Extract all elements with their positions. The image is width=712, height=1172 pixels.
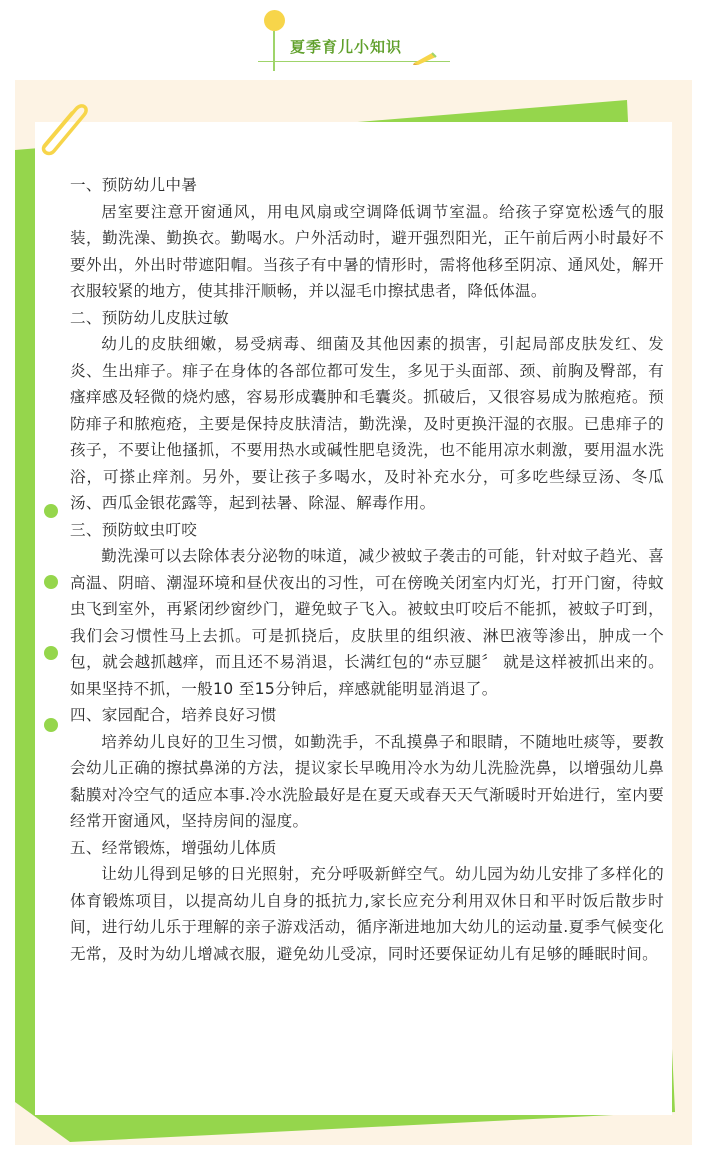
section-heading: 五、经常锻炼，增强幼儿体质 (70, 838, 277, 857)
paperclip-icon (32, 95, 90, 159)
article-body (70, 172, 664, 967)
section-paragraph: 培养幼儿良好的卫生习惯，如勤洗手，不乱摸鼻子和眼睛，不随地吐痰等，要教会幼儿正确的擦拭鼻涕的方法，提议家长早晚用冷水为幼儿洗脸洗鼻，以增强幼儿鼻黏膜对冷空气的适应本事.冷水洗脸最好是在夏天或春天天气渐暖时开始进行，室内要经常开窗通风，坚持房间的湿度。 (70, 732, 664, 830)
pencil-icon (412, 51, 438, 65)
page-title: 夏季育儿小知识 (290, 38, 403, 56)
section-heading: 二、预防幼儿皮肤过敏 (70, 308, 229, 327)
decorative-dot (44, 718, 58, 732)
section-heading: 三、预防蚊虫叮咬 (70, 520, 198, 539)
header-circle-decoration (264, 10, 285, 31)
decorative-dot (44, 575, 58, 589)
section-paragraph: 居室要注意开窗通风，用电风扇或空调降低调节室温。给孩子穿宽松透气的服装，勤洗澡、勤换衣。勤喝水。户外活动时，避开强烈阳光，正午前后两小时最好不要外出，外出时带遮阳帽。当孩子有中暑的情形时，需将他移至阴凉、通风处，解开衣服较紧的地方，使其排汗顺畅，并以湿毛巾擦拭患者，降低体温。 (70, 202, 664, 300)
section-paragraph: 让幼儿得到足够的日光照射，充分呼吸新鲜空气。幼儿园为幼儿安排了多样化的体育锻炼项目，以提高幼儿自身的抵抗力,家长应充分利用双休日和平时饭后散步时间，进行幼儿乐于理解的亲子游戏活动，循序渐进地加大幼儿的运动量.夏季气候变化无常，及时为幼儿增减衣服，避免幼儿受凉，同时还要保证幼儿有足够的睡眠时间。 (70, 865, 664, 963)
section-paragraph: 幼儿的皮肤细嫩，易受病毒、细菌及其他因素的损害，引起局部皮肤发红、发炎、生出痱子。痱子在身体的各部位都可发生，多见于头面部、颈、前胸及臀部，有瘙痒感及轻微的烧灼感，容易形成囊肿和毛囊炎。抓破后，又很容易成为脓疱疮。预防痱子和脓疱疮，主要是保持皮肤清洁，勤洗澡，及时更换汗湿的衣服。已患痱子的孩子，不要让他搔抓，不要用热水或碱性肥皂烫洗，也不能用凉水刺激，要用温水洗浴，可搽止痒剂。另外，要让孩子多喝水，及时补充水分，可多吃些绿豆汤、冬瓜汤、西瓜金银花露等，起到祛暑、除湿、解毒作用。 (70, 335, 664, 512)
header-vertical-line (273, 31, 275, 71)
decorative-dot (44, 504, 58, 518)
section-paragraph: 勤洗澡可以去除体表分泌物的味道，减少被蚊子袭击的可能，针对蚊子趋光、喜高温、阴暗、潮湿环境和昼伏夜出的习性，可在傍晚关闭室内灯光，打开门窗，待蚊虫飞到室外，再紧闭纱窗纱门，避免蚊子飞入。被蚊虫叮咬后不能抓，被蚊子叮到，我们会习惯性马上去抓。可是抓挠后，皮肤里的组织液、淋巴液等渗出，肿成一个包，就会越抓越痒，而且还不易消退，长满红包的“赤豆腿〞 就是这样被抓出来的。如果坚持不抓，一般10 至15分钟后，痒感就能明显消退了。 (70, 547, 664, 698)
decorative-dot (44, 646, 58, 660)
section-heading: 一、预防幼儿中暑 (70, 176, 198, 194)
section-heading: 四、家园配合，培养良好习惯 (70, 706, 277, 724)
